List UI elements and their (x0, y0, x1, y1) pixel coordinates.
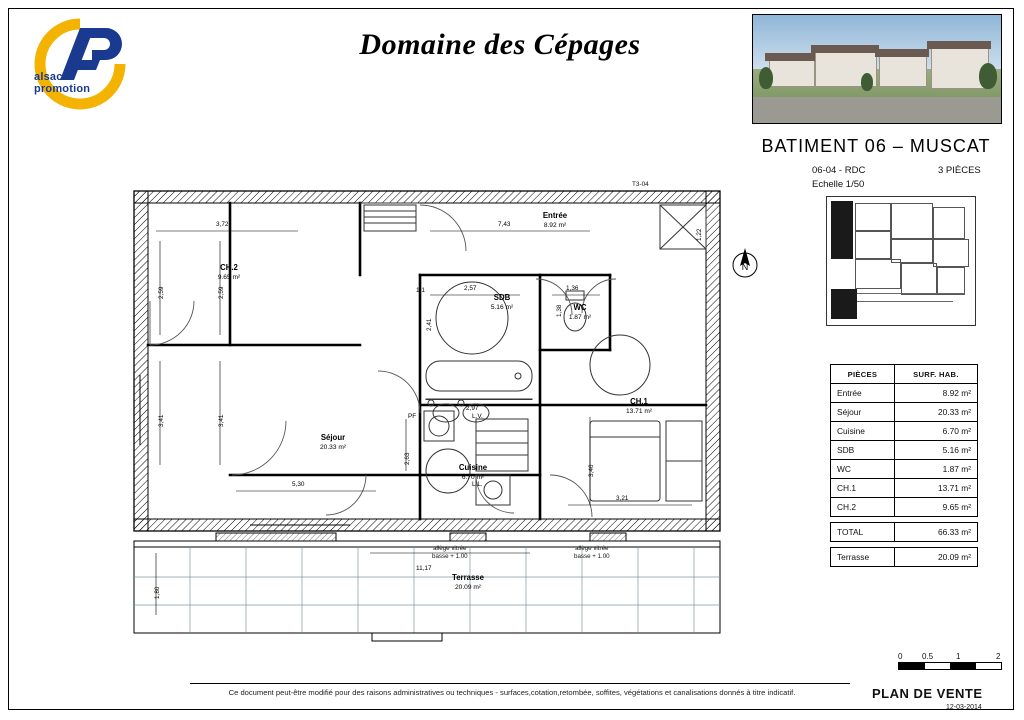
room-surface: 20.33 m² (894, 403, 977, 422)
dim-kitchen-vert: 2,63 (404, 452, 411, 465)
page-title: Domaine des Cépages (359, 28, 641, 61)
dim-wc-top: 1,36 (566, 285, 579, 292)
table-row (831, 422, 978, 441)
plan-tag: T3-04 (632, 181, 649, 188)
dim-top-left: 3,72 (216, 221, 229, 228)
photo-building-1 (769, 59, 815, 87)
dim-right-small: 1,22 (696, 228, 703, 241)
dim-sejour-outer: 3,41 (158, 414, 165, 427)
scale-seg-3 (951, 663, 977, 669)
project-photo (752, 14, 1002, 124)
room-label-terrasse-area: 20.09 m² (454, 584, 482, 591)
keyplan-unit-1 (855, 203, 891, 231)
room-label-wc-name: WC (573, 303, 587, 312)
allege-note-1 (432, 545, 468, 561)
logo-wordmark (34, 71, 90, 95)
lv-note: L.V. (472, 413, 483, 420)
logo-brand-line1: alsace (34, 71, 69, 83)
room-label-wc-area: 1.87 m² (568, 314, 592, 321)
keyplan-unit-5 (891, 239, 933, 263)
photo-road (753, 97, 1001, 123)
pf-note: PF (408, 413, 417, 420)
table-row (831, 403, 978, 422)
dim-ch1-bottom: 3,21 (616, 495, 629, 502)
table-row (831, 460, 978, 479)
keyplan-unit-6 (901, 263, 937, 295)
allege-note-2-line2: basse + 1.00 (574, 553, 610, 560)
allege-note-1-line1: allège vitrée (433, 545, 467, 552)
surface-table (830, 364, 978, 567)
dim-ch2-inner: 2,59 (218, 286, 225, 299)
scale-tick-0: 0 (898, 652, 903, 661)
room-surface: 13.71 m² (894, 479, 977, 498)
dim-sdb-top: 2,57 (464, 285, 477, 292)
room-label-sdb (472, 293, 532, 312)
scale-label: Echelle 1/50 (812, 179, 865, 190)
room-count: 3 PIÈCES (938, 165, 981, 176)
room-label-cuisine (442, 463, 504, 482)
dim-terrace-total: 11,17 (416, 565, 432, 572)
dim-sdb-small-width: 1,1 (416, 287, 425, 294)
room-name: Séjour (831, 403, 895, 422)
room-label-sdb-name: SDB (493, 293, 511, 302)
keyplan-unit-3 (855, 259, 901, 289)
room-label-cuisine-name: Cuisine (458, 463, 488, 472)
room-label-ch2-area: 9.65 m² (217, 274, 241, 281)
photo-roof-2 (811, 45, 879, 53)
photo-roof-1 (765, 53, 817, 61)
table-row (831, 498, 978, 517)
dim-terrace-depth: 1,80 (154, 586, 161, 599)
surface-table-header-row (831, 365, 978, 384)
surface-table-col-surface: SURF. HAB. (894, 365, 977, 384)
keyplan-unit-9 (937, 267, 965, 295)
room-label-ch1-area: 13.71 m² (625, 408, 653, 415)
keyplan-unit-2 (855, 231, 891, 259)
scale-bar-graphic (898, 662, 1002, 670)
room-label-terrasse-name: Terrasse (452, 573, 484, 582)
scale-tick-1: 0.5 (922, 652, 934, 661)
room-name: WC (831, 460, 895, 479)
dim-sdb-vert-small: 2,41 (426, 318, 433, 331)
keyplan-unit-7 (933, 207, 965, 239)
room-surface: 9.65 m² (894, 498, 977, 517)
dim-ch2-outer: 2,59 (158, 286, 165, 299)
building-title: BATIMENT 06 – MUSCAT (761, 136, 991, 156)
dim-sejour-bottom: 5,30 (292, 481, 305, 488)
room-name: Entrée (831, 384, 895, 403)
keyplan-highlight-block (831, 201, 853, 259)
photo-roof-4 (927, 41, 991, 49)
svg-text:N: N (741, 262, 749, 272)
apartment-reference: 06-04 - RDC (812, 165, 866, 176)
room-label-cuisine-area: 6.70 m² (461, 474, 485, 481)
dim-entry-top: 7,43 (498, 221, 511, 228)
footer-divider (190, 683, 850, 684)
surface-table-col-pieces: PIÈCES (831, 365, 895, 384)
room-label-ch2-name: CH.2 (220, 263, 238, 272)
room-label-ch1-name: CH.1 (630, 397, 648, 406)
allege-note-1-line2: basse + 1.00 (432, 553, 468, 560)
keyplan-divider (857, 293, 965, 294)
logo-brand-line2: promotion (34, 83, 91, 95)
room-name: CH.1 (831, 479, 895, 498)
keyplan-block-2 (831, 289, 857, 319)
dim-sejour-inner: 3,41 (218, 414, 225, 427)
plan-date: 12-03-2014 (946, 704, 982, 711)
logo-mark (28, 14, 178, 114)
scale-tick-2: 1 (956, 652, 961, 661)
dim-wc-vert: 1,38 (556, 304, 563, 317)
room-label-sdb-area: 5.16 m² (490, 304, 514, 311)
scale-seg-4 (976, 663, 1001, 669)
room-label-sejour-area: 20.33 m² (319, 444, 347, 451)
dim-kitchen-small: 2,97 (466, 405, 479, 412)
scale-bar (898, 652, 1002, 670)
room-label-entree (520, 211, 590, 230)
room-label-ch1 (608, 397, 670, 416)
room-label-sejour-name: Séjour (320, 433, 346, 442)
room-surface: 5.16 m² (894, 441, 977, 460)
room-label-terrasse (432, 573, 504, 592)
table-row (831, 441, 978, 460)
scale-tick-3: 2 (996, 652, 1001, 661)
photo-building-3 (879, 55, 927, 87)
keyplan-unit-4 (891, 203, 933, 239)
scale-seg-2 (925, 663, 951, 669)
photo-tree-2 (979, 63, 997, 89)
photo-tree-1 (759, 67, 773, 89)
table-total-row (831, 523, 978, 542)
table-terrace-row (831, 548, 978, 567)
footer-disclaimer: Ce document peut-être modifié pour des raisons administratives ou techniques - surfaces,cotation,retombée, soffites, végétations et canalisations donnés à titre indicatif. (228, 688, 796, 697)
room-label-sejour (298, 433, 368, 452)
keyplan-unit-8 (933, 239, 969, 267)
allege-note-2 (574, 545, 610, 561)
keyplan-divider-2 (857, 301, 953, 302)
company-logo (28, 14, 178, 114)
ll-note: L.L. (472, 481, 483, 488)
plan-de-vente-label: PLAN DE VENTE (872, 686, 983, 701)
scale-bar-ticks (898, 652, 1002, 662)
table-row (831, 479, 978, 498)
room-name: Cuisine (831, 422, 895, 441)
photo-tree-3 (861, 73, 873, 91)
room-name: SDB (831, 441, 895, 460)
room-surface: 6.70 m² (894, 422, 977, 441)
key-plan (826, 196, 976, 326)
table-row (831, 384, 978, 403)
terrace-value: 20.09 m² (894, 548, 977, 567)
photo-roof-3 (875, 49, 929, 57)
scale-seg-1 (899, 663, 925, 669)
total-label: TOTAL (831, 523, 895, 542)
floor-plan (120, 175, 740, 645)
dim-ch1-vert: 3,46 (588, 464, 595, 477)
room-surface: 1.87 m² (894, 460, 977, 479)
room-label-ch2 (194, 263, 264, 282)
total-value: 66.33 m² (894, 523, 977, 542)
room-label-entree-name: Entrée (542, 211, 568, 220)
allege-note-2-line1: allège vitrée (575, 545, 609, 552)
room-label-entree-area: 8.92 m² (543, 222, 567, 229)
terrace-label: Terrasse (831, 548, 895, 567)
room-name: CH.2 (831, 498, 895, 517)
room-surface: 8.92 m² (894, 384, 977, 403)
